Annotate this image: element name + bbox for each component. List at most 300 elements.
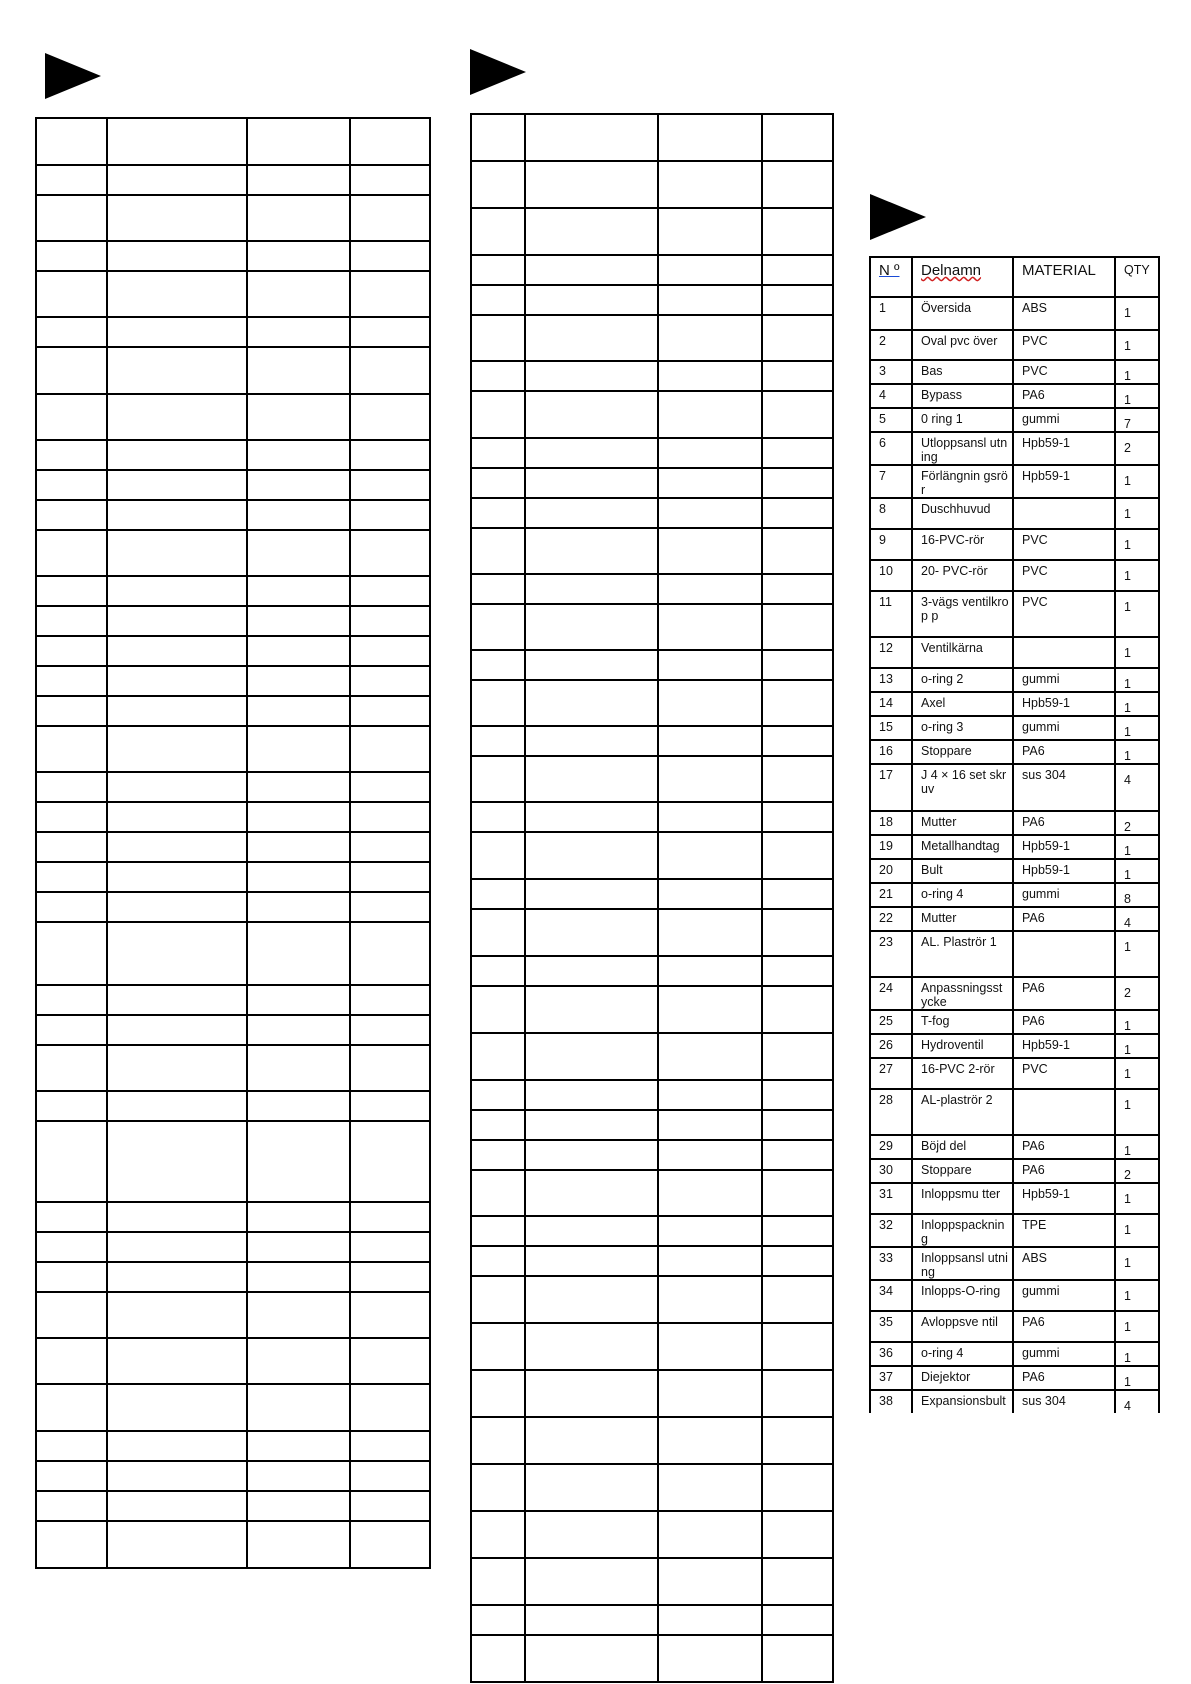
empty-cell — [36, 772, 107, 802]
parts-row — [870, 716, 1159, 740]
empty-cell — [107, 1045, 247, 1091]
empty-cell — [525, 528, 658, 574]
empty-cell — [107, 1202, 247, 1232]
empty-cell — [471, 650, 525, 680]
parts-row — [870, 907, 1159, 931]
empty-cell — [762, 208, 833, 255]
empty-row — [36, 802, 430, 832]
part-number-cell: 25 — [870, 1010, 912, 1034]
empty-cell — [247, 1461, 350, 1491]
empty-cell — [762, 391, 833, 438]
part-quantity-cell: 1 — [1115, 931, 1159, 977]
part-quantity-cell: 1 — [1115, 384, 1159, 408]
empty-row — [36, 1491, 430, 1521]
part-quantity-cell: 1 — [1115, 1214, 1159, 1247]
part-quantity-cell: 1 — [1115, 1342, 1159, 1366]
empty-cell — [36, 1461, 107, 1491]
empty-cell — [247, 985, 350, 1015]
empty-row — [36, 440, 430, 470]
empty-cell — [36, 1431, 107, 1461]
empty-cell — [107, 862, 247, 892]
empty-cell — [525, 1170, 658, 1216]
empty-cell — [36, 1202, 107, 1232]
empty-cell — [471, 391, 525, 438]
empty-cell — [762, 1276, 833, 1323]
empty-cell — [658, 361, 762, 391]
part-name-cell: o-ring 4 — [912, 1342, 1013, 1366]
header-part-name: Delnamn — [912, 257, 1013, 297]
part-quantity-cell: 1 — [1115, 360, 1159, 384]
parts-row — [870, 1034, 1159, 1058]
empty-cell — [762, 1605, 833, 1635]
empty-cell — [658, 161, 762, 208]
empty-cell — [658, 604, 762, 650]
empty-cell — [525, 986, 658, 1033]
empty-cell — [36, 271, 107, 317]
empty-cell — [350, 317, 430, 347]
empty-row — [36, 347, 430, 394]
empty-cell — [350, 440, 430, 470]
parts-row — [870, 1390, 1159, 1413]
empty-cell — [247, 636, 350, 666]
empty-cell — [247, 241, 350, 271]
empty-cell — [658, 498, 762, 528]
empty-cell — [525, 161, 658, 208]
empty-cell — [350, 666, 430, 696]
empty-cell — [471, 255, 525, 285]
empty-row — [471, 1323, 833, 1370]
empty-cell — [350, 1015, 430, 1045]
parts-row — [870, 883, 1159, 907]
empty-cell — [107, 802, 247, 832]
empty-cell — [36, 1292, 107, 1338]
empty-cell — [762, 1246, 833, 1276]
empty-cell — [762, 1464, 833, 1511]
part-quantity-cell: 2 — [1115, 432, 1159, 465]
empty-cell — [471, 1370, 525, 1417]
empty-row — [471, 391, 833, 438]
empty-cell — [350, 500, 430, 530]
empty-row — [36, 892, 430, 922]
part-number-cell: 10 — [870, 560, 912, 591]
empty-cell — [658, 1033, 762, 1080]
empty-row — [36, 1121, 430, 1202]
empty-cell — [471, 1417, 525, 1464]
empty-row — [36, 772, 430, 802]
empty-row — [471, 208, 833, 255]
part-name-cell: o-ring 4 — [912, 883, 1013, 907]
empty-cell — [525, 1080, 658, 1110]
part-material-cell — [1013, 1089, 1115, 1135]
parts-list-table — [869, 256, 1160, 1413]
empty-cell — [762, 114, 833, 161]
part-material-cell: PVC — [1013, 560, 1115, 591]
empty-cell — [36, 165, 107, 195]
empty-cell — [107, 726, 247, 772]
part-quantity-cell: 7 — [1115, 408, 1159, 432]
parts-row — [870, 668, 1159, 692]
empty-cell — [525, 1417, 658, 1464]
empty-row — [36, 317, 430, 347]
empty-cell — [525, 315, 658, 361]
part-name-cell: Avloppsve ntil — [912, 1311, 1013, 1342]
empty-cell — [247, 1202, 350, 1232]
parts-row — [870, 764, 1159, 811]
empty-cell — [36, 832, 107, 862]
empty-cell — [471, 1140, 525, 1170]
empty-row — [471, 498, 833, 528]
parts-row — [870, 297, 1159, 330]
empty-cell — [525, 650, 658, 680]
empty-row — [471, 1033, 833, 1080]
part-quantity-cell: 1 — [1115, 740, 1159, 764]
part-name-cell: Axel — [912, 692, 1013, 716]
part-material-cell: gummi — [1013, 883, 1115, 907]
part-name-cell: Bypass — [912, 384, 1013, 408]
part-quantity-cell: 1 — [1115, 668, 1159, 692]
empty-cell — [658, 315, 762, 361]
part-number-cell: 34 — [870, 1280, 912, 1311]
part-material-cell: PA6 — [1013, 1311, 1115, 1342]
empty-row — [471, 1110, 833, 1140]
empty-row — [471, 604, 833, 650]
empty-cell — [658, 1080, 762, 1110]
empty-cell — [36, 985, 107, 1015]
empty-cell — [350, 1431, 430, 1461]
empty-cell — [36, 726, 107, 772]
empty-cell — [658, 1605, 762, 1635]
empty-cell — [247, 1431, 350, 1461]
part-name-cell: Inlopps-O-ring — [912, 1280, 1013, 1311]
empty-cell — [471, 1246, 525, 1276]
part-quantity-cell: 2 — [1115, 977, 1159, 1010]
empty-cell — [658, 1558, 762, 1605]
empty-cell — [762, 909, 833, 956]
empty-cell — [36, 1121, 107, 1202]
part-material-cell: Hpb59-1 — [1013, 1034, 1115, 1058]
empty-row — [471, 909, 833, 956]
part-quantity-cell: 4 — [1115, 907, 1159, 931]
empty-cell — [525, 680, 658, 726]
empty-cell — [658, 1511, 762, 1558]
empty-cell — [471, 528, 525, 574]
empty-row — [36, 394, 430, 440]
empty-cell — [658, 802, 762, 832]
empty-cell — [107, 696, 247, 726]
empty-cell — [107, 1121, 247, 1202]
empty-cell — [350, 1262, 430, 1292]
parts-row — [870, 835, 1159, 859]
part-number-cell: 4 — [870, 384, 912, 408]
empty-cell — [350, 832, 430, 862]
part-name-cell: Översida — [912, 297, 1013, 330]
empty-cell — [350, 985, 430, 1015]
empty-cell — [247, 165, 350, 195]
empty-cell — [471, 726, 525, 756]
empty-cell — [350, 1292, 430, 1338]
parts-row — [870, 1058, 1159, 1089]
empty-row — [471, 1170, 833, 1216]
empty-row — [36, 470, 430, 500]
part-material-cell: PVC — [1013, 330, 1115, 360]
empty-cell — [525, 1033, 658, 1080]
empty-row — [36, 606, 430, 636]
empty-row — [471, 879, 833, 909]
empty-cell — [36, 1015, 107, 1045]
empty-row — [471, 1246, 833, 1276]
empty-cell — [107, 440, 247, 470]
part-quantity-cell: 1 — [1115, 560, 1159, 591]
empty-cell — [350, 195, 430, 241]
empty-cell — [247, 1384, 350, 1431]
empty-cell — [350, 892, 430, 922]
empty-row — [36, 271, 430, 317]
empty-cell — [36, 1232, 107, 1262]
part-quantity-cell: 2 — [1115, 1159, 1159, 1183]
empty-cell — [107, 832, 247, 862]
empty-row — [36, 1045, 430, 1091]
empty-cell — [247, 394, 350, 440]
part-quantity-cell: 1 — [1115, 859, 1159, 883]
empty-cell — [36, 862, 107, 892]
empty-cell — [350, 1232, 430, 1262]
parts-row — [870, 1342, 1159, 1366]
part-name-cell: Inloppspacknin g — [912, 1214, 1013, 1247]
empty-cell — [247, 347, 350, 394]
empty-cell — [658, 1110, 762, 1140]
empty-cell — [350, 1045, 430, 1091]
part-name-cell: Böjd del — [912, 1135, 1013, 1159]
part-name-cell: Anpassningsst ycke — [912, 977, 1013, 1010]
part-number-cell: 26 — [870, 1034, 912, 1058]
empty-cell — [658, 650, 762, 680]
empty-cell — [658, 986, 762, 1033]
empty-cell — [471, 909, 525, 956]
part-material-cell: PVC — [1013, 529, 1115, 560]
empty-cell — [36, 576, 107, 606]
empty-cell — [525, 285, 658, 315]
empty-cell — [350, 1121, 430, 1202]
empty-row — [471, 956, 833, 986]
empty-cell — [471, 1511, 525, 1558]
empty-cell — [36, 1384, 107, 1431]
empty-row — [471, 802, 833, 832]
parts-row — [870, 1280, 1159, 1311]
empty-cell — [471, 986, 525, 1033]
part-quantity-cell: 1 — [1115, 1280, 1159, 1311]
part-material-cell: PA6 — [1013, 740, 1115, 764]
empty-cell — [762, 1080, 833, 1110]
part-name-cell: Bas — [912, 360, 1013, 384]
empty-cell — [36, 195, 107, 241]
part-name-cell: 3-vägs ventilkrop p — [912, 591, 1013, 637]
part-quantity-cell: 1 — [1115, 330, 1159, 360]
empty-cell — [525, 1140, 658, 1170]
empty-cell — [762, 879, 833, 909]
empty-cell — [107, 1292, 247, 1338]
empty-cell — [762, 802, 833, 832]
part-material-cell: gummi — [1013, 668, 1115, 692]
empty-row — [36, 500, 430, 530]
empty-cell — [471, 1033, 525, 1080]
empty-cell — [762, 1216, 833, 1246]
empty-row — [471, 315, 833, 361]
part-material-cell: TPE — [1013, 1214, 1115, 1247]
empty-cell — [525, 391, 658, 438]
empty-cell — [471, 1170, 525, 1216]
empty-cell — [762, 468, 833, 498]
part-quantity-cell: 1 — [1115, 1058, 1159, 1089]
empty-cell — [525, 574, 658, 604]
empty-cell — [658, 1635, 762, 1682]
part-quantity-cell: 1 — [1115, 835, 1159, 859]
empty-cell — [762, 1140, 833, 1170]
empty-cell — [525, 361, 658, 391]
parts-row — [870, 360, 1159, 384]
part-material-cell: sus 304 — [1013, 764, 1115, 811]
empty-cell — [471, 574, 525, 604]
empty-cell — [471, 315, 525, 361]
header-quantity: QTY — [1115, 257, 1159, 297]
empty-cell — [247, 1015, 350, 1045]
empty-cell — [658, 438, 762, 468]
parts-row — [870, 529, 1159, 560]
part-material-cell: Hpb59-1 — [1013, 432, 1115, 465]
part-number-cell: 5 — [870, 408, 912, 432]
empty-cell — [658, 1140, 762, 1170]
empty-cell — [350, 1461, 430, 1491]
part-material-cell: Hpb59-1 — [1013, 692, 1115, 716]
empty-cell — [525, 909, 658, 956]
part-quantity-cell: 4 — [1115, 1390, 1159, 1413]
empty-cell — [36, 1521, 107, 1568]
parts-row — [870, 560, 1159, 591]
empty-cell — [658, 680, 762, 726]
empty-row — [471, 986, 833, 1033]
empty-cell — [525, 1216, 658, 1246]
parts-header-row — [870, 257, 1159, 297]
parts-row — [870, 1214, 1159, 1247]
empty-row — [471, 1558, 833, 1605]
part-number-cell: 20 — [870, 859, 912, 883]
empty-cell — [36, 1091, 107, 1121]
empty-row — [471, 1216, 833, 1246]
empty-cell — [247, 1232, 350, 1262]
part-number-cell: 3 — [870, 360, 912, 384]
empty-cell — [107, 1384, 247, 1431]
empty-cell — [36, 1491, 107, 1521]
part-number-cell: 15 — [870, 716, 912, 740]
empty-row — [471, 361, 833, 391]
empty-cell — [36, 500, 107, 530]
parts-row — [870, 1183, 1159, 1214]
empty-cell — [762, 604, 833, 650]
empty-cell — [36, 666, 107, 696]
empty-cell — [247, 271, 350, 317]
empty-row — [471, 680, 833, 726]
empty-cell — [350, 118, 430, 165]
part-number-cell: 2 — [870, 330, 912, 360]
empty-cell — [471, 832, 525, 879]
part-material-cell: Hpb59-1 — [1013, 465, 1115, 498]
empty-cell — [350, 1521, 430, 1568]
parts-row — [870, 931, 1159, 977]
empty-cell — [658, 285, 762, 315]
empty-cell — [350, 772, 430, 802]
empty-row — [36, 636, 430, 666]
empty-cell — [350, 576, 430, 606]
empty-row — [471, 1511, 833, 1558]
part-quantity-cell: 1 — [1115, 1010, 1159, 1034]
empty-cell — [658, 114, 762, 161]
empty-cell — [658, 726, 762, 756]
empty-row — [471, 1464, 833, 1511]
part-name-cell: Bult — [912, 859, 1013, 883]
part-material-cell: ABS — [1013, 297, 1115, 330]
parts-row — [870, 1311, 1159, 1342]
empty-cell — [36, 1045, 107, 1091]
empty-cell — [36, 1338, 107, 1384]
empty-cell — [36, 696, 107, 726]
part-material-cell: sus 304 — [1013, 1390, 1115, 1413]
empty-cell — [525, 1110, 658, 1140]
header-material: MATERIAL — [1013, 257, 1115, 297]
empty-cell — [658, 528, 762, 574]
parts-row — [870, 740, 1159, 764]
part-quantity-cell: 8 — [1115, 883, 1159, 907]
parts-row — [870, 1247, 1159, 1280]
empty-row — [36, 1292, 430, 1338]
empty-cell — [350, 862, 430, 892]
parts-row — [870, 591, 1159, 637]
empty-cell — [36, 347, 107, 394]
empty-cell — [107, 1015, 247, 1045]
part-name-cell: 0 ring 1 — [912, 408, 1013, 432]
part-material-cell: ABS — [1013, 1247, 1115, 1280]
empty-cell — [762, 1110, 833, 1140]
empty-cell — [247, 1091, 350, 1121]
empty-cell — [658, 909, 762, 956]
empty-row — [471, 285, 833, 315]
empty-cell — [247, 317, 350, 347]
parts-row — [870, 1135, 1159, 1159]
empty-cell — [471, 1216, 525, 1246]
part-name-cell: Hydroventil — [912, 1034, 1013, 1058]
empty-cell — [658, 1246, 762, 1276]
empty-row — [36, 1461, 430, 1491]
part-number-cell: 37 — [870, 1366, 912, 1390]
part-quantity-cell: 1 — [1115, 692, 1159, 716]
empty-cell — [762, 315, 833, 361]
empty-cell — [247, 1491, 350, 1521]
empty-row — [471, 1417, 833, 1464]
part-number-cell: 9 — [870, 529, 912, 560]
empty-row — [36, 165, 430, 195]
empty-cell — [247, 892, 350, 922]
part-number-cell: 13 — [870, 668, 912, 692]
empty-row — [471, 1080, 833, 1110]
part-name-cell: T-fog — [912, 1010, 1013, 1034]
empty-cell — [762, 438, 833, 468]
empty-cell — [762, 1417, 833, 1464]
empty-row — [36, 696, 430, 726]
empty-cell — [107, 530, 247, 576]
empty-cell — [471, 161, 525, 208]
empty-cell — [247, 470, 350, 500]
part-material-cell — [1013, 498, 1115, 529]
empty-row — [36, 530, 430, 576]
empty-cell — [471, 285, 525, 315]
